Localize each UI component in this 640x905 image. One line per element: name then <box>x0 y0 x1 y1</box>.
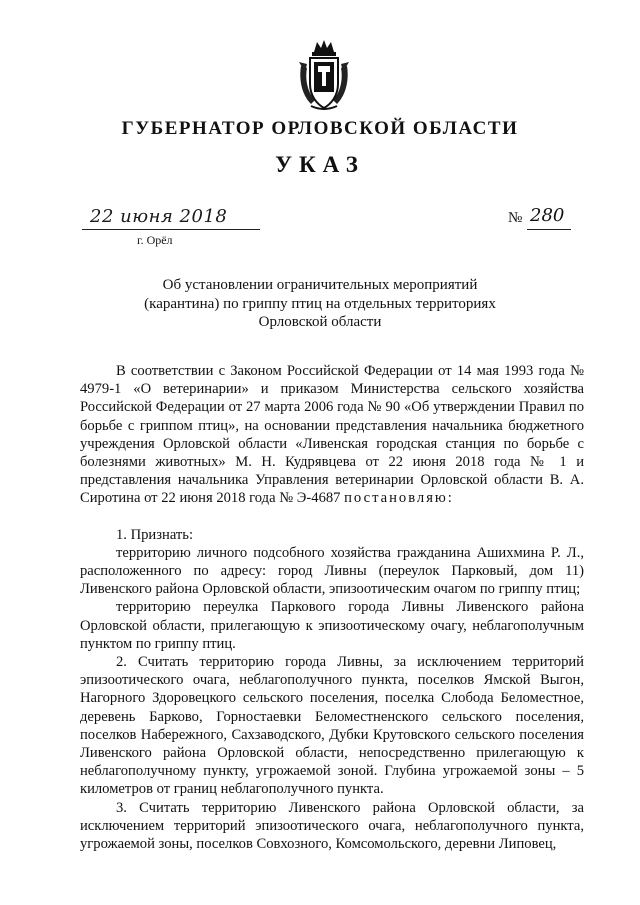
number-label: № <box>508 210 523 226</box>
item-1-b: территорию переулка Паркового города Ливны Ливенского района Орловской области, прилегающую к эпизоотическому очагу, неблагополучным пунктом по гриппу птиц. <box>80 599 584 652</box>
date-underline <box>82 229 260 230</box>
handwritten-date: 22 июня 2018 <box>90 206 228 227</box>
city: г. Орёл <box>137 233 173 247</box>
coat-of-arms-icon <box>297 38 351 112</box>
document-type: УКАЗ <box>275 152 365 177</box>
item-1-heading: 1. Признать: <box>116 526 194 543</box>
title-line: Об установлении ограничительных мероприятий <box>162 277 478 293</box>
number-underline <box>527 229 571 230</box>
title-line: (карантина) по гриппу птиц на отдельных территориях <box>144 295 496 312</box>
item-1-a: территорию личного подсобного хозяйства гражданина Ашихмина Р. Л., расположенного по адресу: город Ливны (переулок Парковый, дом 11) Ливенского района Орловской области, эпизоотическим очагом по гриппу птиц; <box>80 544 584 598</box>
decree-body <box>80 362 584 853</box>
item-3: 3. Считать территорию Ливенского района Орловской области, за исключением территорий эпизоотического очага, неблагополучного пункта, угрожаемой зоны, поселков Совхозного, Комсомольского, деревни Липовец, <box>80 799 584 853</box>
title-line: Орловской области <box>258 314 382 330</box>
handwritten-number: 280 <box>530 205 565 226</box>
issuing-authority: ГУБЕРНАТОР ОРЛОВСКОЙ ОБЛАСТИ <box>121 118 519 139</box>
decree-title <box>0 276 640 332</box>
preamble-text: В соответствии с Законом Российской Федерации от 14 мая 1993 года № 4979-1 «О ветеринарии» и приказом Министерства сельского хозяйства Российской Федерации от 27 марта 2006 года № 90 «Об утверждении Правил по борьбе с гриппом птиц», на основании представления начальника бюджетного учреждения Орловской области «Ливенская городская станция по борьбе с болезнями животных» М. Н. Кудрявцева от 22 июня 2018 года № 1 и представления начальника Управления ветеринарии Орловской области В. А. Сиротина от 22 июня 2018 года № Э-4687 <box>80 363 584 507</box>
item-2: 2. Считать территорию города Ливны, за исключением территорий эпизоотического очага, неблагополучного пункта, поселков Ямской Выгон, Нагорного Здоровецкого сельского поселения, поселка Слобода Беломестное, деревень Барково, Горностаевки Беломестненского сельского поселения, поселков Набережного, Сахзаводского, Дубки Крутовского сельского поселения Ливенского района Орловской области, непосредственно прилегающую к неблагополучному пункту, угрожаемой зоной. Глубина угрожаемой зоны – 5 километров от границ неблагополучного пункта. <box>80 654 584 798</box>
decree-word: постановляю: <box>344 490 454 507</box>
preamble-paragraph <box>80 362 584 508</box>
